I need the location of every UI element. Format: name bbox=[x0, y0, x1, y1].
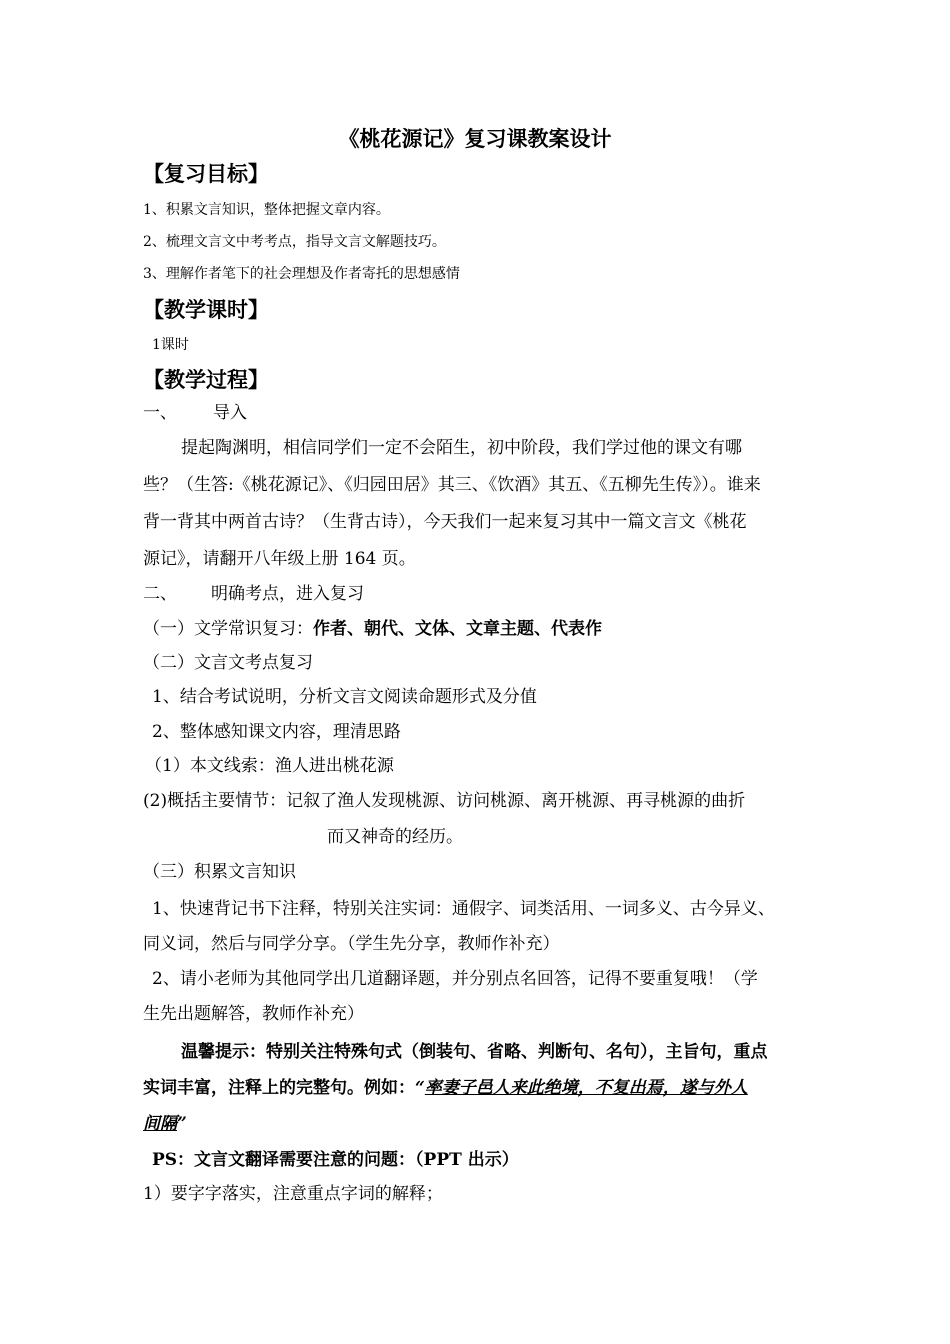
knowledge-2-line-1: 2、请小老师为其他同学出几道翻译题，并分别点名回答，记得不要重复哦！（学 bbox=[152, 969, 758, 989]
section-1-title: 导入 bbox=[213, 403, 247, 423]
heading-process: 【教学过程】 bbox=[143, 367, 269, 392]
tip-line-3 bbox=[143, 1116, 187, 1133]
tip-line-1: 温馨提示：特别关注特殊句式（倒装句、省略、判断句、名句），主旨句，重点 bbox=[181, 1042, 768, 1062]
section-2-title: 明确考点，进入复习 bbox=[211, 584, 364, 604]
heading-hours: 【教学课时】 bbox=[143, 297, 269, 322]
tip-open-quote: “ bbox=[415, 1078, 425, 1098]
knowledge-1-line-1: 1、快速背记书下注释，特别关注实词：通假字、词类活用、一词多义、古今异义、 bbox=[152, 899, 775, 919]
tip-close-quote: ” bbox=[177, 1114, 187, 1134]
goal-item-1: 1、积累文言知识，整体把握文章内容。 bbox=[143, 202, 390, 218]
goal-item-2: 2、梳理文言文中考考点，指导文言文解题技巧。 bbox=[143, 234, 446, 250]
exam-point-2: 2、整体感知课文内容，理清思路 bbox=[152, 722, 401, 742]
literary-knowledge-line bbox=[143, 621, 602, 638]
exam-points-heading: （二）文言文考点复习 bbox=[143, 653, 313, 673]
tip-line-2 bbox=[143, 1080, 748, 1097]
knowledge-2-line-2: 生先出题解答，教师作补充） bbox=[143, 1004, 364, 1024]
section-2-number: 二、 bbox=[143, 584, 177, 604]
knowledge-heading: （三）积累文言知识 bbox=[143, 862, 296, 882]
section-1-number: 一、 bbox=[143, 403, 177, 423]
intro-line-4: 源记》，请翻开八年级上册 164 页。 bbox=[143, 549, 416, 569]
intro-line-2: 些？（生答:《桃花源记》、《归园田居》其三、《饮酒》其五、《五柳先生传》）。谁来 bbox=[143, 475, 761, 495]
tip-example-part-1: 率妻子邑人来此绝境，不复出焉，遂与外人 bbox=[424, 1078, 748, 1098]
goal-item-3: 3、理解作者笔下的社会理想及作者寄托的思想感情 bbox=[143, 266, 460, 282]
ps-heading: PS：文言文翻译需要注意的问题：（PPT 出示） bbox=[152, 1150, 519, 1170]
hours-text: 1课时 bbox=[152, 337, 189, 353]
exam-point-2b-line-2: 而又神奇的经历。 bbox=[327, 827, 463, 847]
intro-line-3: 背一背其中两首古诗？（生背古诗），今天我们一起来复习其中一篇文言文《桃花 bbox=[143, 512, 747, 532]
exam-point-1: 1、结合考试说明，分析文言文阅读命题形式及分值 bbox=[152, 687, 537, 707]
literary-knowledge-bold: 作者、朝代、文体、文章主题、代表作 bbox=[313, 619, 602, 639]
knowledge-1-line-2: 同义词，然后与同学分享。（学生先分享，教师作补充） bbox=[143, 934, 560, 954]
exam-point-2a: （1）本文线索：渔人进出桃花源 bbox=[145, 756, 394, 776]
tip-line-2-prefix: 实词丰富，注释上的完整句。例如： bbox=[143, 1078, 415, 1098]
exam-point-2b-line-1: (2)概括主要情节：记叙了渔人发现桃源、访问桃源、离开桃源、再寻桃源的曲折 bbox=[143, 791, 746, 811]
heading-goals: 【复习目标】 bbox=[143, 161, 269, 186]
intro-line-1: 提起陶渊明，相信同学们一定不会陌生，初中阶段，我们学过他的课文有哪 bbox=[181, 438, 742, 458]
document-title: 《桃花源记》复习课教案设计 bbox=[338, 126, 612, 151]
literary-knowledge-prefix: （一）文学常识复习： bbox=[143, 619, 313, 639]
tip-example-part-2: 间隔 bbox=[143, 1114, 177, 1134]
ps-item-1: 1）要字字落实，注意重点字词的解释； bbox=[143, 1184, 443, 1204]
